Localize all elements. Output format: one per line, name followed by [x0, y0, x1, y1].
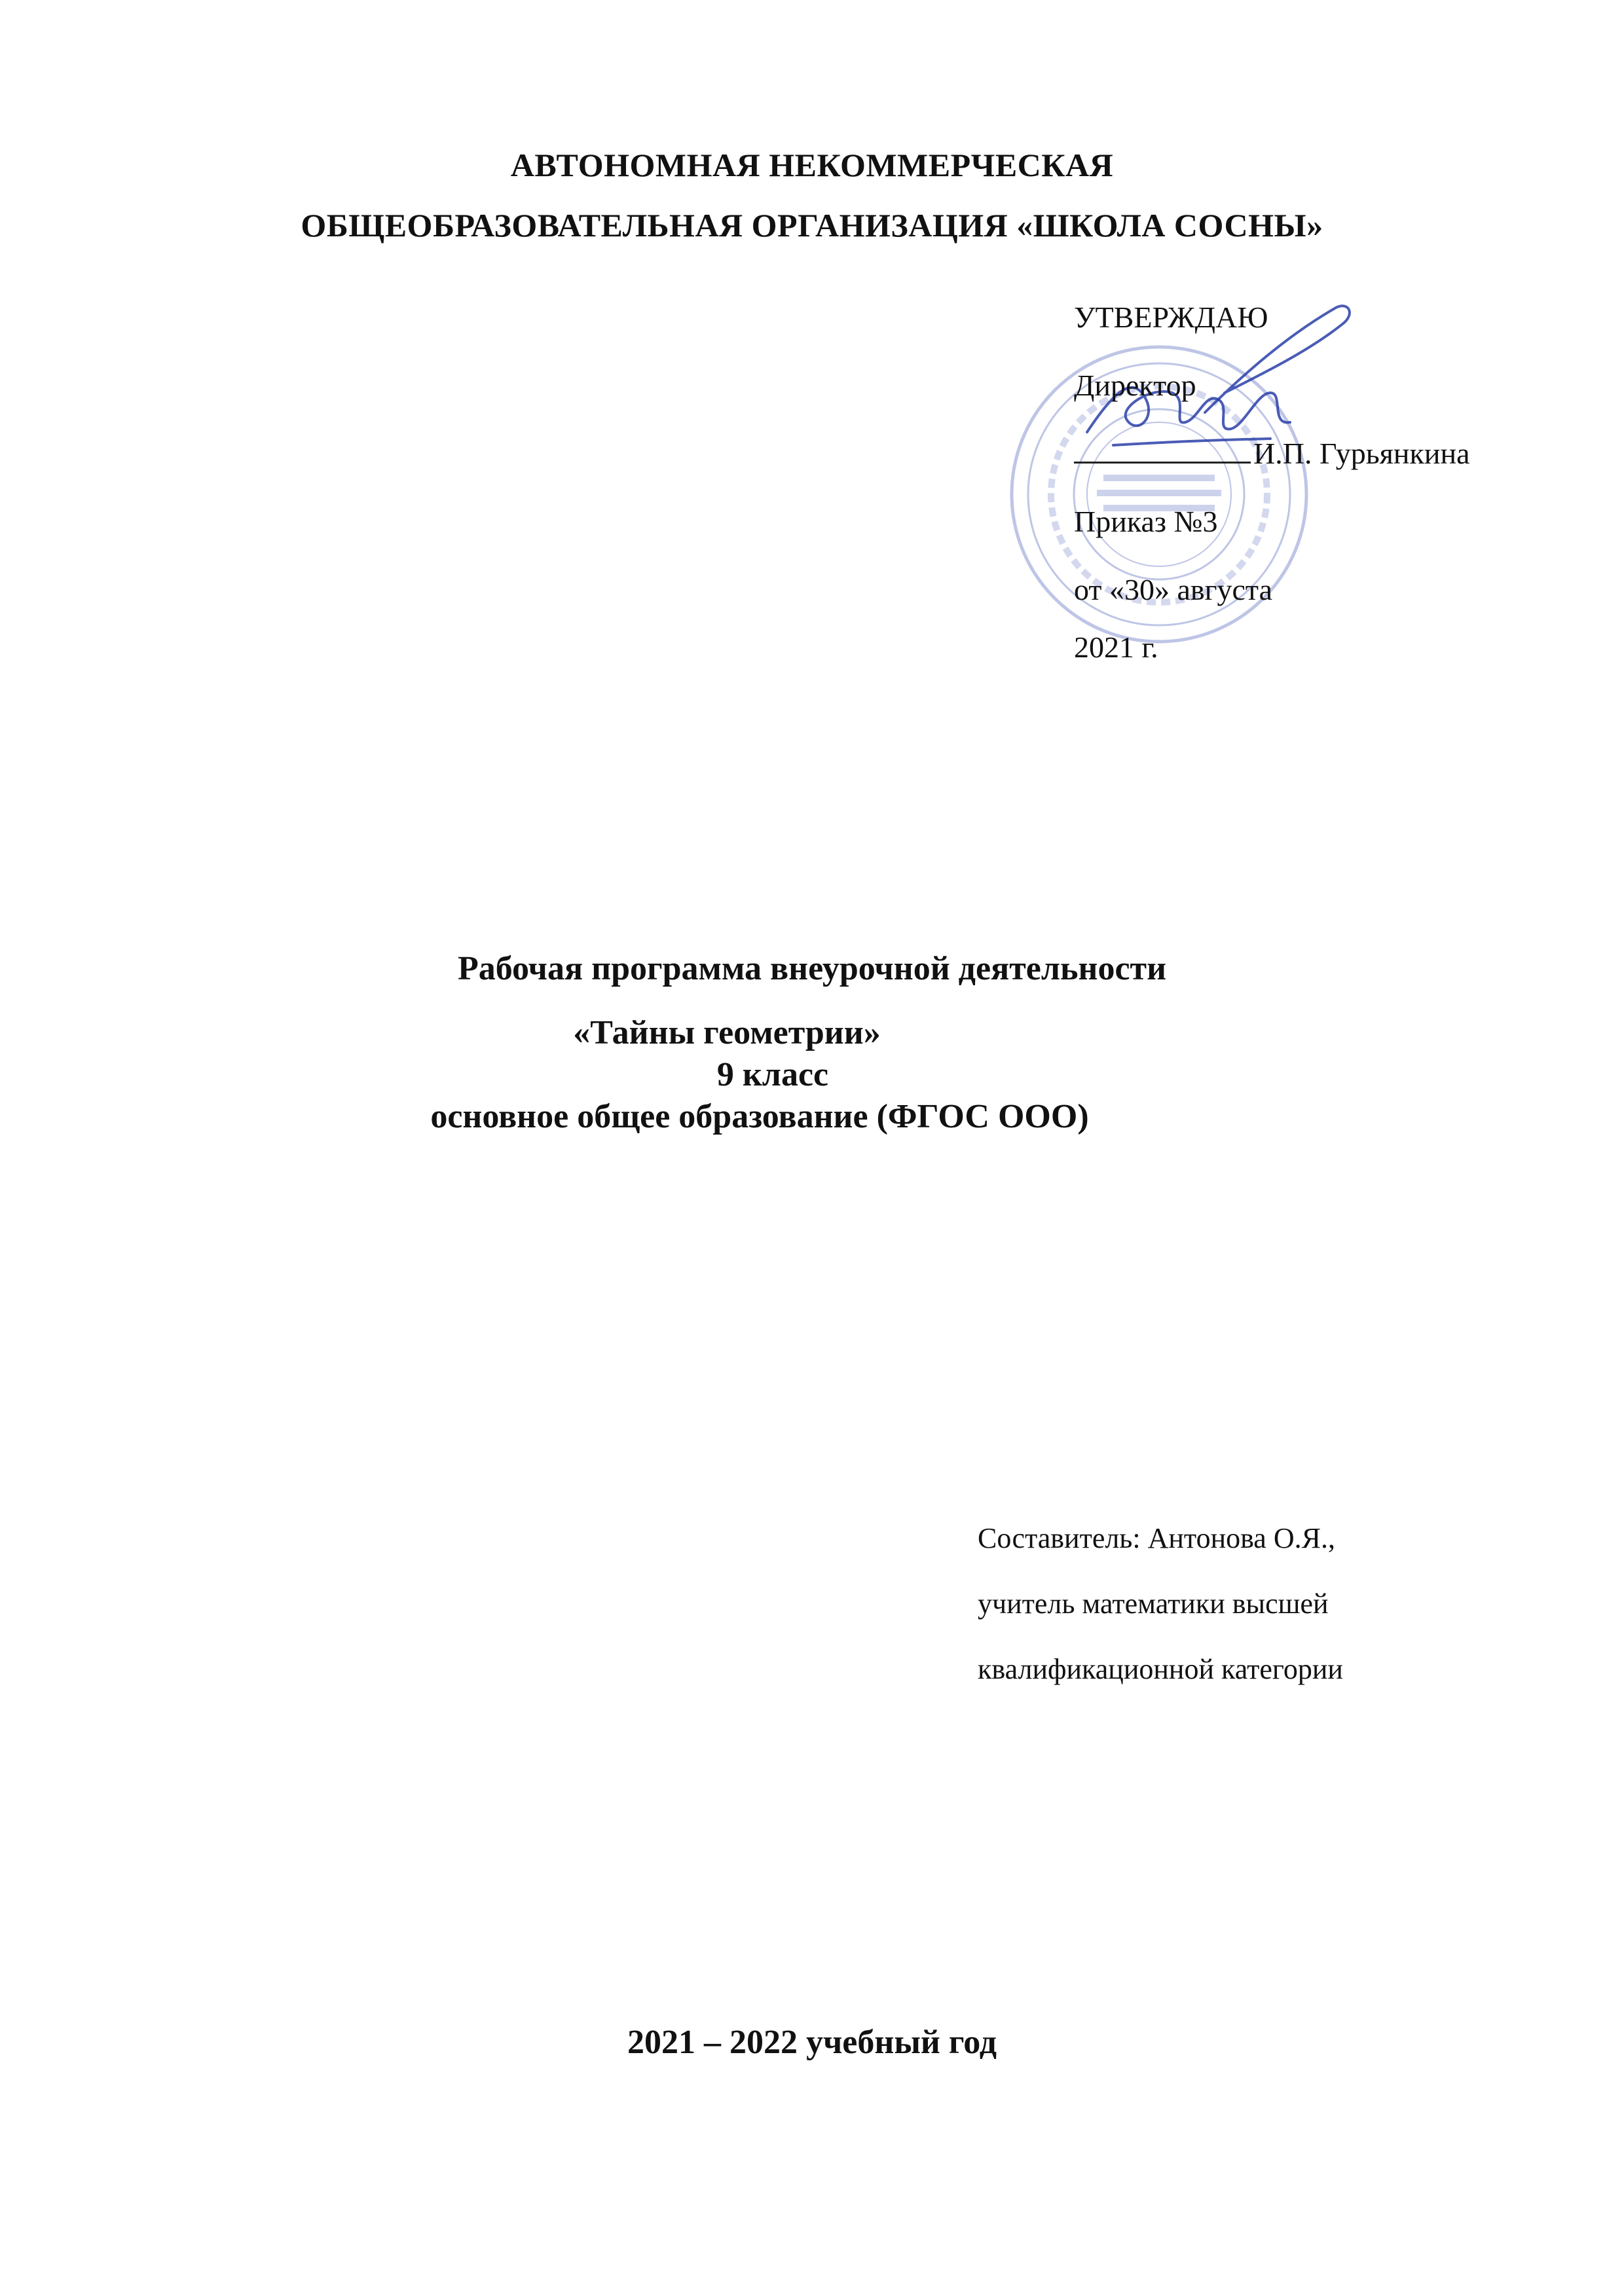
academic-year: 2021 – 2022 учебный год [627, 2024, 997, 2061]
approval-position: Директор [1074, 369, 1196, 402]
approval-signature-row [1074, 434, 1470, 502]
approval-year: 2021 г. [1074, 630, 1158, 664]
organization-name-line-1: АВТОНОМНАЯ НЕКОММЕРЧЕСКАЯ [510, 147, 1114, 183]
program-subject: «Тайны геометрии» [573, 1014, 881, 1051]
composer-name: Составитель: Антонова О.Я., [978, 1522, 1335, 1554]
program-grade: 9 класс [716, 1056, 829, 1093]
composer-position: учитель математики высшей [978, 1588, 1329, 1620]
organization-name-line-2: ОБЩЕОБРАЗОВАТЕЛЬНАЯ ОРГАНИЗАЦИЯ «ШКОЛА СОСНЫ» [301, 207, 1323, 244]
approval-order: Приказ №3 [1074, 505, 1218, 538]
approval-date: от «30» августа [1074, 573, 1272, 606]
program-title: Рабочая программа внеурочной деятельности [457, 950, 1167, 987]
approval-signatory: И.П. Гурьянкина [1253, 437, 1470, 470]
approval-block [1074, 298, 1470, 696]
approval-heading: УТВЕРЖДАЮ [1074, 301, 1268, 334]
composer-category: квалификационной категории [978, 1653, 1343, 1685]
signature-line [1074, 462, 1251, 464]
program-education-level: основное общее образование (ФГОС ООО) [430, 1098, 1089, 1135]
composer-block [978, 1519, 1343, 1715]
